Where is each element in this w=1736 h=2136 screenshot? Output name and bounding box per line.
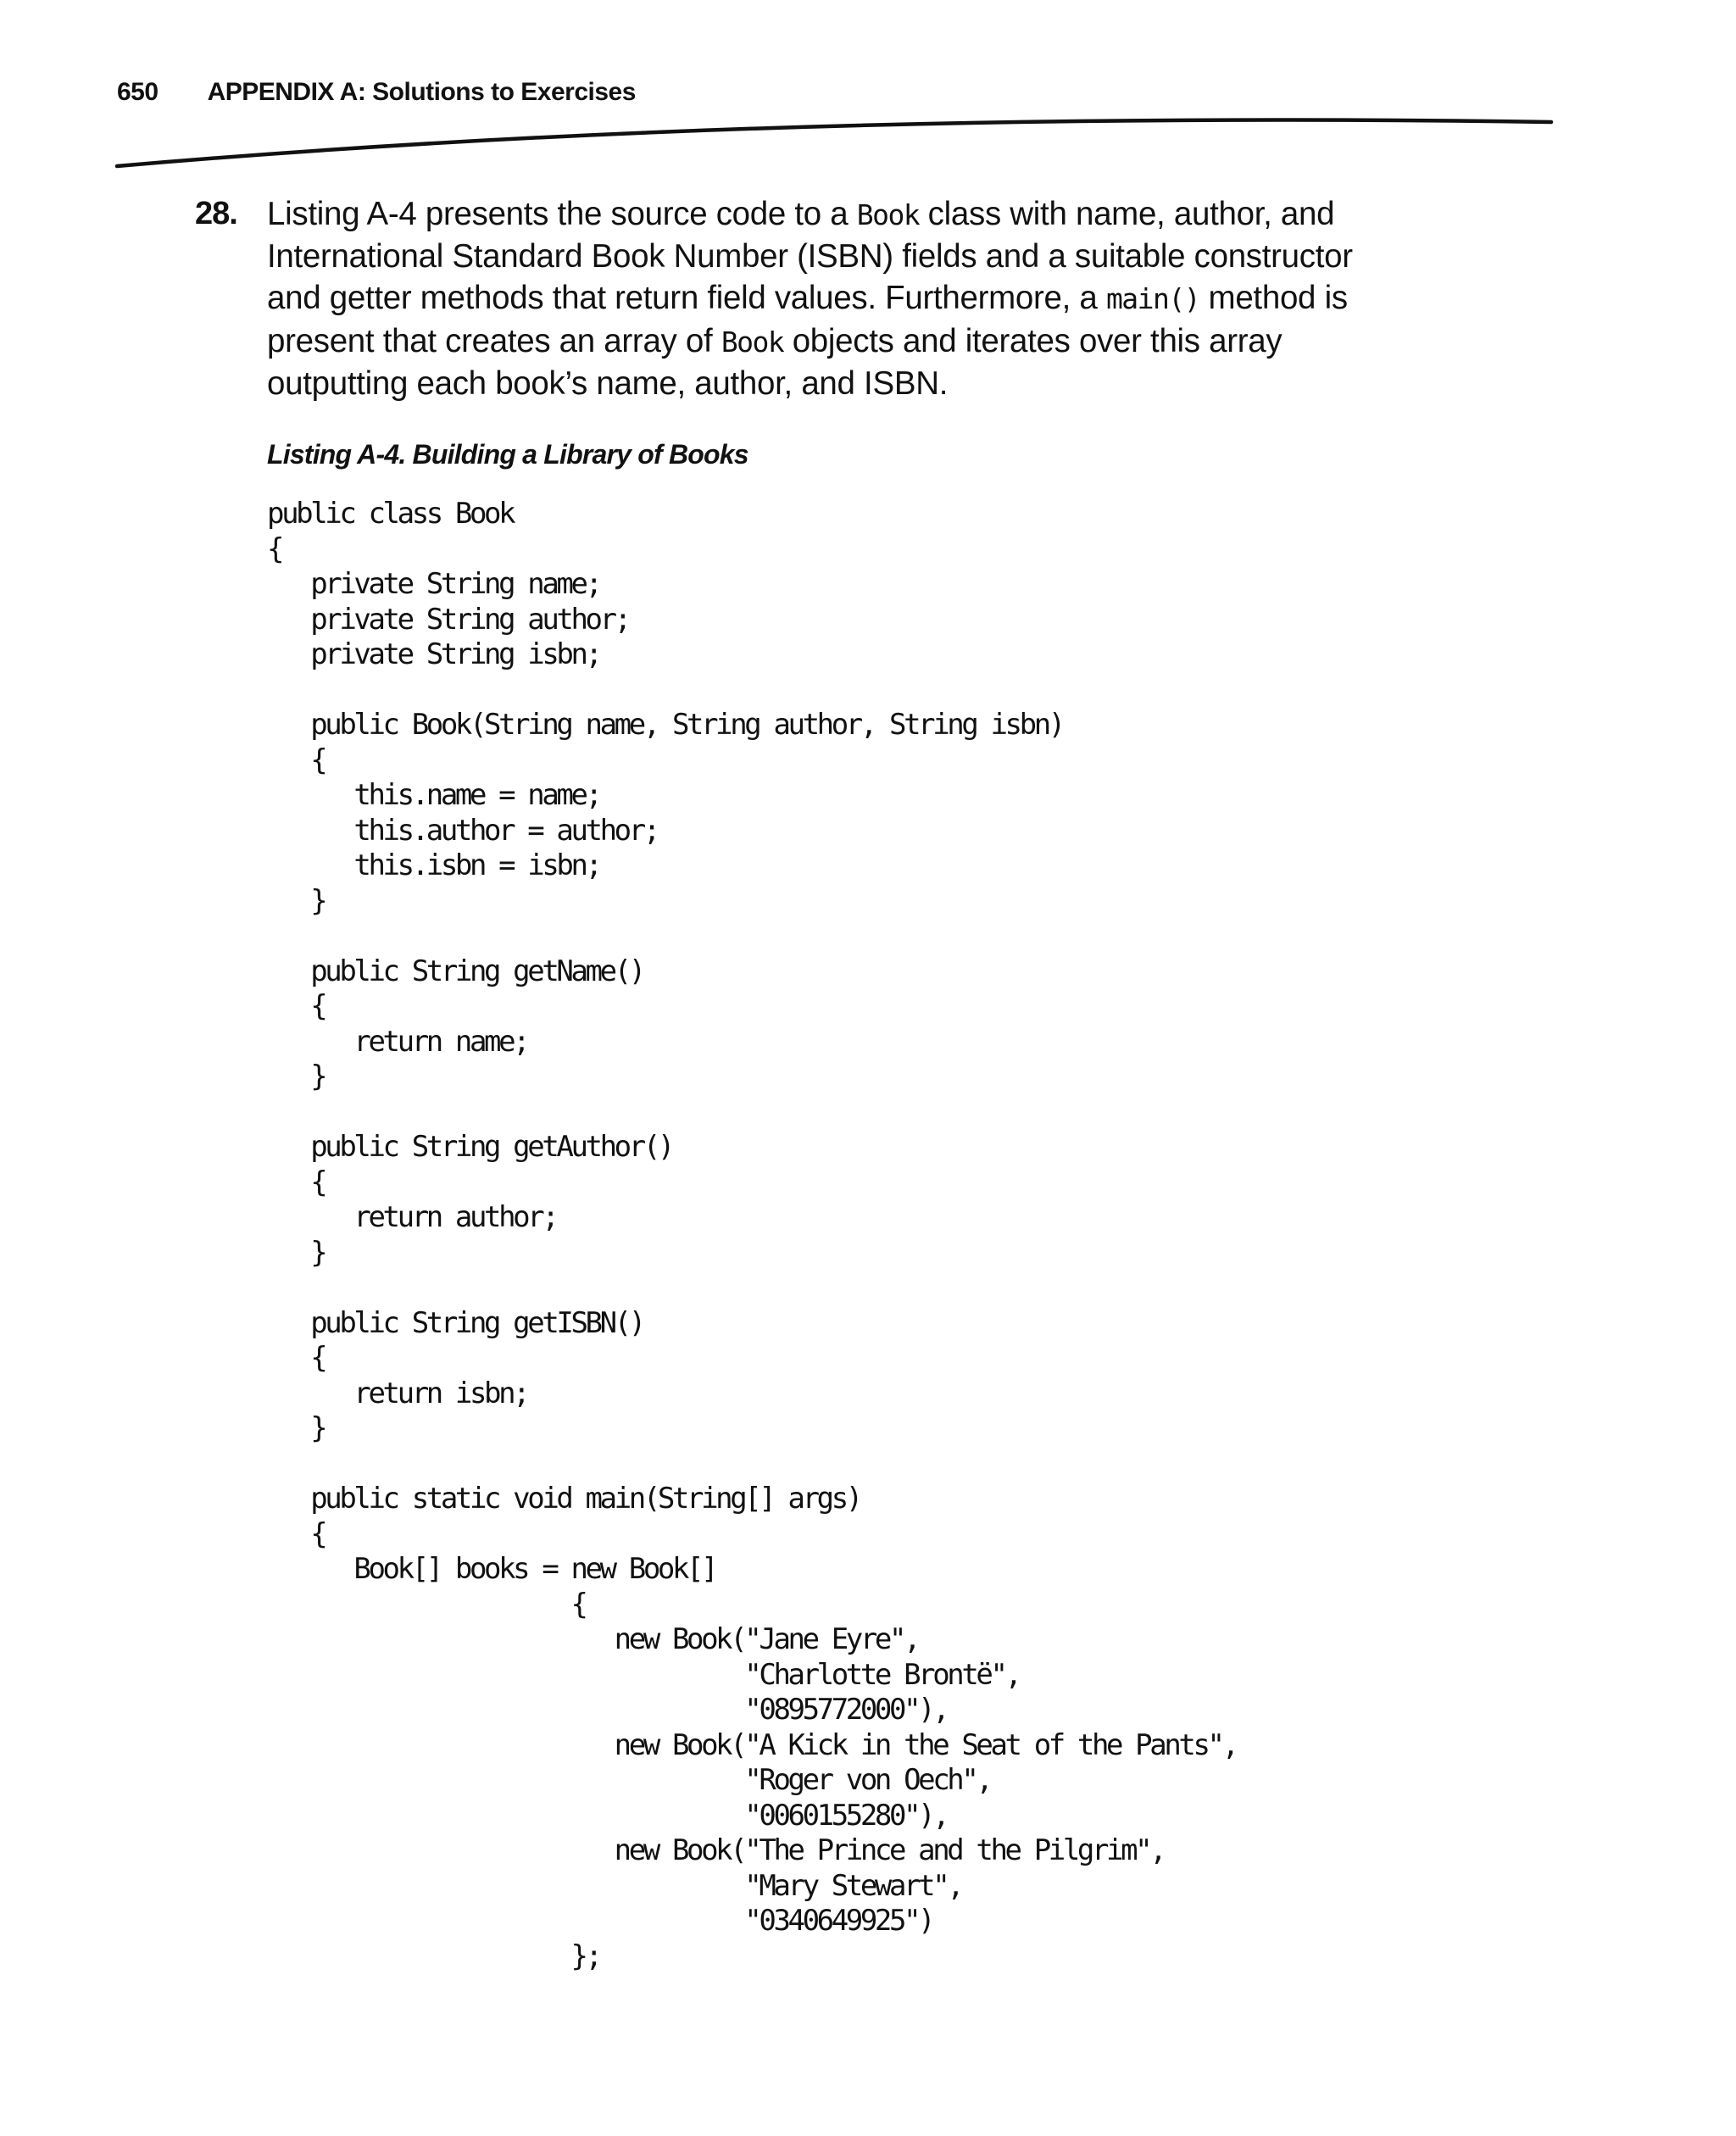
page-number: 650 bbox=[117, 78, 159, 106]
running-head-title: APPENDIX A: Solutions to Exercises bbox=[207, 78, 636, 106]
inline-code: Book bbox=[721, 325, 784, 359]
exercise-paragraph bbox=[267, 193, 1403, 404]
header-rule bbox=[0, 110, 1736, 178]
exercise-number: 28. bbox=[195, 196, 237, 231]
paragraph-text: class with name, author, and International Standard Book Number (ISBN) fields and a suitable constructor and getter methods that return field values. Furthermore, a bbox=[267, 196, 1353, 317]
running-head bbox=[117, 78, 636, 107]
paragraph-text: objects and iterates over this array outputting each book’s name, author, and ISBN. bbox=[267, 322, 1283, 402]
paragraph-text: Listing A-4 presents the source code to a bbox=[267, 196, 857, 232]
inline-code: main() bbox=[1105, 282, 1200, 316]
paragraph-text: method is present that creates an array of bbox=[267, 280, 1348, 359]
listing-caption: Listing A-4. Building a Library of Books bbox=[267, 439, 748, 470]
inline-code: Book bbox=[856, 198, 920, 231]
code-listing: public class Book { private String name; private String author; private String isbn; public Book(String name, String author, String isbn) { this.name = name; this.author = author; this.isbn = isbn; } public String getName() { return name; } public String getAuthor() { return author; } public String getISBN() { return isbn; } public static void main(String[] args) { Book[] books = new Book[] { new Book("Jane Eyre", "Charlotte Brontë", "0895772000"), new Book("A Kick in the Seat of the Pants", "Roger von Oech", "0060155280"), new Book("The Prince and the Pilgrim", "Mary Stewart", "0340649925") }; bbox=[267, 497, 1237, 1973]
